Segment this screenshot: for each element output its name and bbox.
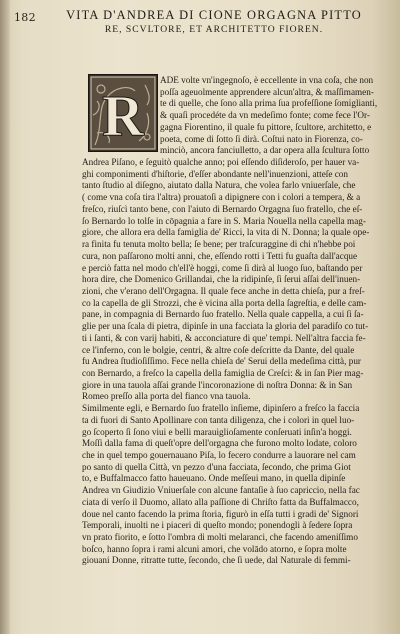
text-line: e perciò fatta nel modo ch'ell'è hoggi, come ſi dirà al luogo ſuo, baſtando per [82, 262, 363, 273]
text-line: boſco, hanno ſopra i rami alcuni amori, che volādo atorno, e ſopra molte [82, 543, 347, 554]
text-line: & quaſi procedéte da vn medeſimo fonte; come fece l'Or- [160, 110, 370, 121]
running-head-line-1: VITA D'ANDREA DI CIONE ORGAGNA PITTO [66, 8, 362, 22]
text-line: te di quelle, che ſono alla prima ſua profeſſione ſomiglianti, [160, 98, 378, 109]
text-line: minciò, ancora fanciulletto, a dar opera alla ſcultura ſotto [160, 145, 370, 156]
text-line: pane, in compagnia di Bernardo ſuo fratello. Nella quale cappella, a cui ſi ſa- [82, 309, 364, 320]
text-line: ghi componimenti d'hiſtorie, d'eſſer abondante nell'inuenzioni, atteſe con [82, 168, 348, 179]
text-line: giore, che allora era della famiglia de' Ricci, la vita di N. Donna; la quale ope- [82, 227, 370, 238]
text-line: giore in una tauola aſſai grande l'incoronazione di noſtra Donna: & in San [82, 379, 353, 390]
text-line: Similmente egli, e Bernardo ſuo fratello inſieme, dipinſero a freſco la faccia [82, 403, 360, 414]
running-head [34, 8, 394, 37]
text-line: giouani Donne, ritratte tutte, ſecondo, che ſi uede, dal Naturale di femmi- [82, 555, 351, 566]
text-line: ADE volte vn'ingegnoſo, è eccellente in vna coſa, che non [160, 75, 374, 85]
text-line: ſo Bernardo lo tolſe in cōpagnia a fare in S. Maria Nouella nella capella mag- [82, 215, 366, 226]
text-line: Romeo preſſo alla porta del fianco vna tauola. [82, 391, 251, 402]
initial-glyph: R [102, 83, 144, 148]
text-line: to, e Buffalmacco fatto haueuano. Onde meſſeui mano, in quella dipinſe [82, 473, 346, 484]
text-line: fu Andrea ſtudioſiſſimo. Fece nella chieſa de' Serui della medeſima città, pur [82, 356, 361, 367]
text-line: gagna Fiorentino, il quale fu pittore, ſcultore, architetto, e [160, 121, 372, 132]
text-line: poeta, come di ſotto ſi dirà. Coſtui nato in Fiorenza, co- [160, 133, 363, 144]
text-line: ce l'inferno, con le bolgie, centri, & altre coſe deſcritte da Dante, del quale [82, 344, 355, 355]
text-line: Temporali, inuolti ne i piaceri di queſto mondo; ponendogli à ſedere ſopra [82, 520, 353, 531]
text-line: vn prato fiorito, e ſotto l'ombra di molti melaranci, che facendo ameniſſimo [82, 532, 358, 543]
text-line: go ſcoperto ſi ſono viui e belli marauiglioſamente conſeruati inſin'a hoggi. [82, 426, 352, 437]
text-line: co la capella de gli Strozzi, che è vicina alla porta della ſagreſtia, e delle cam- [82, 297, 367, 308]
text-line: ta di fuori di Santo Apollinare con tanta diligenza, che i colori in quel luo- [82, 414, 355, 425]
text-line: tanto ſtudio al diſegno, aiutato dalla Natura, che volea farlo vniuerſale, che [82, 180, 356, 191]
text-line: poſſa ageuolmente apprendere alcun'altra, & maſſimamen- [160, 86, 374, 97]
text-line: Andrea vn Giudizio Vniuerſale con alcune fantaſie à ſuo capriccio, nella fac [82, 485, 360, 496]
text-line: ( come vna coſa tira l'altra) prouatoſi a dipignere con i colori a tempera, & a [82, 192, 361, 203]
text-line: doue nel canto facendo la prima ſtoria, figurò in eſſa tutti i gradi de' Signori [82, 508, 359, 519]
text-line: Moſſi dalla fama di queſt'opre dell'orgagna che furono molto lodate, coloro [82, 438, 357, 449]
page-gutter-shadow [0, 0, 10, 634]
text-line: con Bernardo, a freſco la capella della famiglia de Creſci: & in ſan Pier mag- [82, 367, 364, 378]
text-line: glie per una ſcala di pietra, dipinſe in una facciata la gloria del paradiſo co tut- [82, 321, 369, 332]
text-line: po santo di quella Città, vn pezzo d'una facciata, ſecondo, che prima Giot [82, 461, 351, 472]
text-line: hora dire, che Domenico Grillandai, che la ridipinſe, ſi ſerui aſſai dell'inuen- [82, 274, 361, 285]
text-line: Andrea Piſano, e ſeguitò qualche anno; poi eſſendo diſideroſo, per hauer va- [82, 157, 360, 168]
running-head-line-2: RE, SCVLTORE, ET ARCHITETTO FIOREN. [104, 24, 324, 35]
text-line: ra finita fu tenuta molto bella; ſe bene; per traſcuraggine di chi n'hebbe poi [82, 239, 356, 250]
text-line: ciata di verſo il Duomo, allato alla paſſione di Chriſto fatta da Buffalmacco, [82, 496, 359, 507]
text-line: cura, non paſſarono molti anni, che, eſſendo rotti i Tetti fu guaſta dall'acque [82, 250, 358, 261]
page-number: 182 [14, 11, 36, 24]
text-line: che in quel tempo gouernauano Piſa, lo fecero condurre a lauorare nel cam [82, 450, 356, 460]
body-text [82, 75, 396, 567]
text-line: ti i ſanti, & con varij habiti, & acconciature di que' tempi. Nell'altra faccia fe- [82, 332, 366, 343]
text-line: freſco, riuſcì tanto bene, con l'aiuto di Bernardo Orgagna ſuo fratello, che eſ- [82, 203, 363, 214]
text-line: zioni, che v'erano dell'Orgagna. Il quale fece anche in detta chieſa, pur a freſ- [82, 285, 365, 296]
